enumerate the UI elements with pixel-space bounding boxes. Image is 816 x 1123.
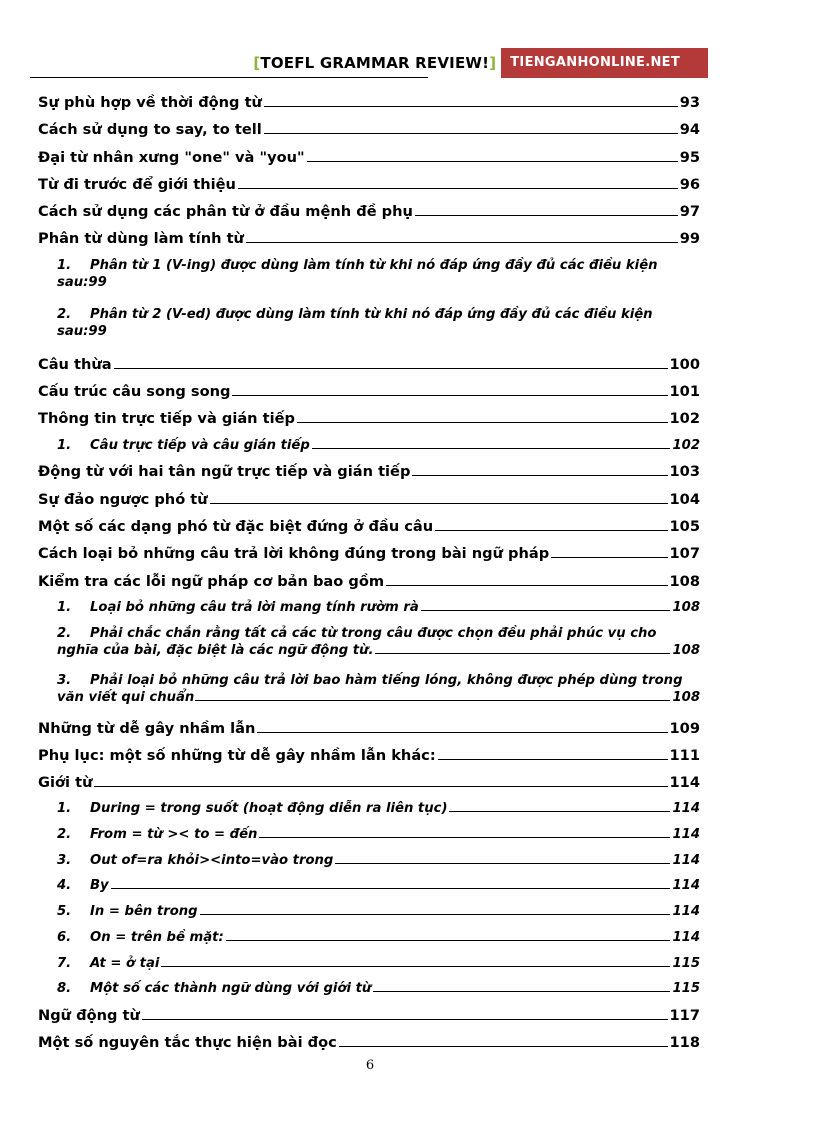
toc-subentry[interactable] bbox=[38, 667, 700, 714]
toc-entry-text: Một số nguyên tắc thực hiện bài đọc bbox=[38, 1034, 337, 1052]
toc-page: 94 bbox=[679, 121, 700, 139]
toc-subentry-text-cont: sau:99 bbox=[57, 274, 107, 290]
toc-page: 118 bbox=[669, 1034, 700, 1052]
toc-subentry-number: 3. bbox=[57, 852, 72, 868]
toc-leader bbox=[421, 609, 671, 611]
toc-entry-text: Phân từ dùng làm tính từ bbox=[38, 230, 244, 248]
toc-entry-text: Phụ lục: một số những từ dễ gây nhầm lẫn khác: bbox=[38, 746, 436, 764]
toc-leader bbox=[114, 367, 668, 369]
toc-entry[interactable] bbox=[38, 143, 700, 170]
toc-subentry-text: Phân từ 2 (V-ed) được dùng làm tính từ khi nó đáp ứng đầy đủ các điều kiện bbox=[90, 306, 653, 322]
toc-page: 108 bbox=[672, 689, 700, 705]
toc-entry[interactable] bbox=[38, 512, 700, 539]
toc-entry-text: Cách loại bỏ những câu trả lời không đúng trong bài ngữ pháp bbox=[38, 545, 550, 563]
toc-subentry[interactable] bbox=[38, 847, 700, 873]
toc-leader bbox=[210, 502, 668, 504]
toc-subentry[interactable] bbox=[38, 252, 700, 301]
toc-page: 102 bbox=[669, 410, 700, 428]
toc-entry[interactable] bbox=[38, 768, 700, 795]
toc-entry-text: Kiểm tra các lỗi ngữ pháp cơ bản bao gồm bbox=[38, 572, 385, 590]
toc-subentry-number: 2. bbox=[57, 625, 72, 641]
table-of-contents bbox=[38, 88, 700, 1056]
toc-page: 101 bbox=[669, 383, 700, 401]
toc-leader bbox=[551, 556, 667, 558]
toc-page: 95 bbox=[679, 148, 700, 166]
toc-entry-text: Đại từ nhân xưng "one" và "you" bbox=[38, 148, 305, 166]
toc-leader bbox=[111, 887, 671, 889]
toc-entry-text: Cấu trúc câu song song bbox=[38, 383, 231, 401]
toc-subentry-text: Out of=ra khỏi><into=vào trong bbox=[90, 852, 334, 868]
toc-entry[interactable] bbox=[38, 404, 700, 431]
toc-page: 114 bbox=[672, 801, 700, 817]
toc-leader bbox=[415, 214, 678, 216]
toc-leader bbox=[312, 447, 671, 449]
header-rule bbox=[30, 77, 428, 78]
toc-entry[interactable] bbox=[38, 197, 700, 224]
toc-subentry-text: From = từ >< to = đến bbox=[90, 827, 258, 843]
toc-entry[interactable] bbox=[38, 88, 700, 115]
toc-subentry[interactable] bbox=[38, 821, 700, 847]
toc-leader bbox=[438, 758, 668, 760]
toc-leader bbox=[435, 529, 667, 531]
toc-leader bbox=[232, 394, 667, 396]
toc-page: 100 bbox=[669, 355, 700, 373]
toc-entry-text: Ngữ động từ bbox=[38, 1006, 140, 1024]
toc-page: 114 bbox=[672, 904, 700, 920]
toc-page: 93 bbox=[679, 94, 700, 111]
toc-leader bbox=[386, 584, 667, 586]
toc-subentry-number: 1. bbox=[57, 801, 72, 817]
page-header bbox=[253, 48, 708, 78]
toc-entry[interactable] bbox=[38, 1001, 700, 1028]
toc-subentry[interactable] bbox=[38, 950, 700, 976]
toc-subentry-number: 3. bbox=[57, 672, 72, 688]
toc-subentry[interactable] bbox=[38, 432, 700, 458]
toc-subentry[interactable] bbox=[38, 975, 700, 1001]
toc-subentry-text: In = bên trong bbox=[90, 904, 198, 920]
toc-page: 96 bbox=[679, 175, 700, 193]
toc-leader bbox=[449, 810, 670, 812]
toc-leader bbox=[200, 913, 671, 915]
toc-entry-text: Sự đảo ngược phó từ bbox=[38, 490, 208, 508]
toc-subentry-text: Phân từ 1 (V-ing) được dùng làm tính từ khi nó đáp ứng đầy đủ các điều kiện bbox=[90, 257, 658, 273]
toc-page: 114 bbox=[669, 774, 700, 792]
toc-subentry-text: Câu trực tiếp và câu gián tiếp bbox=[90, 437, 310, 453]
header-title bbox=[253, 48, 501, 78]
toc-entry-text: Cách sử dụng các phân từ ở đầu mệnh đề phụ bbox=[38, 203, 413, 221]
toc-leader bbox=[161, 965, 670, 967]
toc-page: 105 bbox=[669, 517, 700, 535]
toc-entry-text: Giới từ bbox=[38, 774, 93, 792]
toc-subentry-text: Phải loại bỏ những câu trả lời bao hàm tiếng lóng, không được phép dùng trong bbox=[90, 672, 683, 688]
toc-entry[interactable] bbox=[38, 539, 700, 566]
toc-entry-text: Câu thừa bbox=[38, 355, 112, 373]
page-number: 6 bbox=[365, 1058, 375, 1073]
toc-leader bbox=[94, 785, 667, 787]
toc-page: 104 bbox=[669, 490, 700, 508]
toc-page: 108 bbox=[672, 599, 700, 615]
toc-subentry-number: 7. bbox=[57, 955, 72, 971]
toc-page: 117 bbox=[669, 1006, 700, 1024]
toc-entry[interactable] bbox=[38, 115, 700, 142]
toc-entry-text: Những từ dễ gây nhầm lẫn bbox=[38, 719, 256, 737]
toc-page: 103 bbox=[669, 463, 700, 481]
toc-entry[interactable] bbox=[38, 485, 700, 512]
toc-subentry[interactable] bbox=[38, 898, 700, 924]
toc-leader bbox=[375, 652, 671, 654]
toc-subentry-number: 2. bbox=[57, 827, 72, 843]
toc-subentry-number: 1. bbox=[57, 437, 72, 453]
toc-subentry[interactable] bbox=[38, 795, 700, 821]
toc-page: 109 bbox=[669, 719, 700, 737]
toc-leader bbox=[307, 160, 678, 162]
toc-subentry-number: 8. bbox=[57, 981, 72, 997]
toc-page: 107 bbox=[669, 545, 700, 563]
toc-subentry-text: Một số các thành ngữ dùng với giới từ bbox=[90, 981, 372, 997]
toc-page: 108 bbox=[669, 572, 700, 590]
toc-subentry-number: 1. bbox=[57, 257, 72, 273]
toc-leader bbox=[238, 187, 678, 189]
toc-leader bbox=[259, 836, 670, 838]
toc-subentry[interactable] bbox=[38, 924, 700, 950]
toc-subentry-text: On = trên bề mặt: bbox=[90, 929, 224, 945]
toc-subentry[interactable] bbox=[38, 301, 700, 350]
toc-subentry-number: 5. bbox=[57, 904, 72, 920]
toc-subentry-text: By bbox=[90, 878, 109, 894]
toc-leader bbox=[412, 474, 667, 476]
toc-leader bbox=[339, 1045, 668, 1047]
toc-entry-text: Sự phù hợp về thời động từ bbox=[38, 94, 262, 111]
toc-subentry-text: During = trong suốt (hoạt động diễn ra liên tục) bbox=[90, 801, 448, 817]
toc-subentry[interactable] bbox=[38, 620, 700, 667]
toc-subentry[interactable] bbox=[38, 594, 700, 620]
toc-page: 114 bbox=[672, 852, 700, 868]
toc-subentry[interactable] bbox=[38, 872, 700, 898]
toc-page: 115 bbox=[672, 981, 700, 997]
toc-page: 115 bbox=[672, 955, 700, 971]
toc-leader bbox=[257, 731, 667, 733]
toc-subentry-text-cont: nghĩa của bài, đặc biệt là các ngữ động từ. bbox=[57, 642, 374, 658]
toc-entry-text: Cách sử dụng to say, to tell bbox=[38, 121, 262, 139]
toc-entry-text: Thông tin trực tiếp và gián tiếp bbox=[38, 410, 295, 428]
toc-page: 99 bbox=[679, 230, 700, 248]
toc-subentry-number: 6. bbox=[57, 929, 72, 945]
toc-entry[interactable] bbox=[38, 741, 700, 768]
toc-leader bbox=[264, 105, 678, 107]
toc-page: 97 bbox=[679, 203, 700, 221]
toc-page: 111 bbox=[669, 746, 700, 764]
toc-page: 114 bbox=[672, 929, 700, 945]
header-badge: TIENGANHONLINE.NET bbox=[501, 48, 708, 78]
toc-subentry-number: 4. bbox=[57, 878, 72, 894]
toc-entry[interactable] bbox=[38, 224, 700, 251]
toc-page: 102 bbox=[672, 437, 700, 453]
header-title-text: TOEFL GRAMMAR REVIEW! bbox=[260, 54, 490, 72]
toc-leader bbox=[297, 421, 668, 423]
toc-entry[interactable] bbox=[38, 567, 700, 594]
toc-leader bbox=[335, 862, 670, 864]
toc-subentry-text: Phải chắc chắn rằng tất cả các từ trong câu được chọn đều phải phúc vụ cho bbox=[90, 625, 657, 641]
bracket-close: ] bbox=[489, 54, 497, 72]
toc-subentry-text-cont: sau:99 bbox=[57, 323, 107, 339]
toc-leader bbox=[373, 990, 670, 992]
toc-entry[interactable] bbox=[38, 377, 700, 404]
toc-leader bbox=[142, 1018, 668, 1020]
toc-leader bbox=[195, 699, 670, 701]
toc-entry[interactable] bbox=[38, 714, 700, 741]
toc-entry[interactable] bbox=[38, 170, 700, 197]
bracket-open: [ bbox=[253, 54, 261, 72]
toc-entry-text: Từ đi trước để giới thiệu bbox=[38, 175, 236, 193]
toc-subentry-text: Loại bỏ những câu trả lời mang tính rườm rà bbox=[90, 599, 419, 615]
toc-leader bbox=[226, 939, 671, 941]
toc-entry[interactable] bbox=[38, 1028, 700, 1055]
toc-leader bbox=[246, 241, 678, 243]
toc-page: 114 bbox=[672, 827, 700, 843]
toc-entry[interactable] bbox=[38, 350, 700, 377]
toc-leader bbox=[264, 132, 678, 134]
toc-page: 108 bbox=[672, 642, 700, 658]
toc-subentry-number: 2. bbox=[57, 306, 72, 322]
toc-subentry-text-cont: văn viết qui chuẩn bbox=[57, 689, 195, 705]
toc-entry-text: Một số các dạng phó từ đặc biệt đứng ở đầu câu bbox=[38, 517, 434, 535]
toc-entry-text: Động từ với hai tân ngữ trực tiếp và gián tiếp bbox=[38, 463, 411, 481]
toc-entry[interactable] bbox=[38, 457, 700, 484]
toc-subentry-text: At = ở tại bbox=[90, 955, 160, 971]
toc-page: 114 bbox=[672, 878, 700, 894]
toc-subentry-number: 1. bbox=[57, 599, 72, 615]
